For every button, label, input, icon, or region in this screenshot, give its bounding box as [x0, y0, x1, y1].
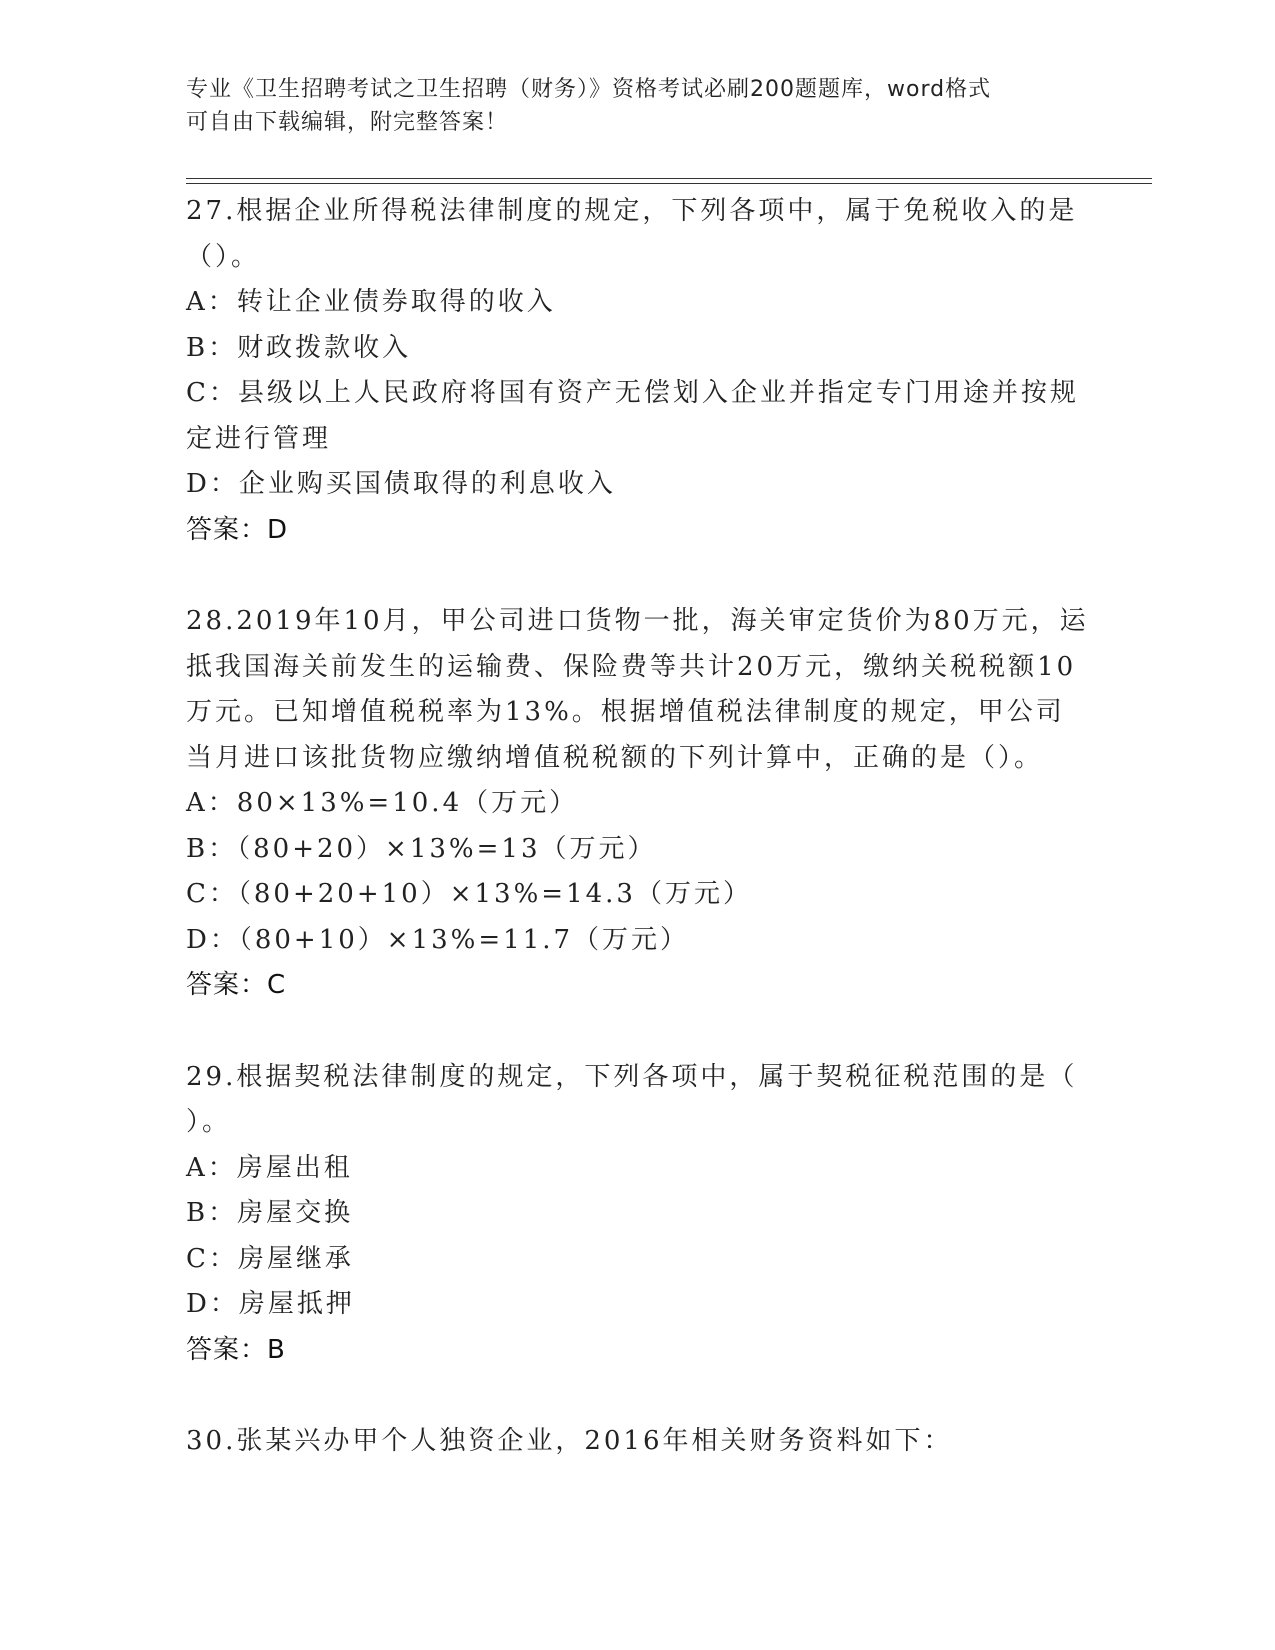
header-line-1: 专业《卫生招聘考试之卫生招聘（财务）》资格考试必刷200题题库，word格式	[186, 77, 992, 102]
question-stem-line: 抵我国海关前发生的运输费、保险费等共计20万元，缴纳关税税额10	[186, 651, 1077, 682]
question-stem-line: ）。	[186, 1107, 232, 1137]
question-27	[186, 189, 1086, 553]
option-b: B：（80+20）×13%=13（万元）	[186, 833, 657, 864]
option-d: D：企业购买国债取得的利息收入	[186, 469, 616, 499]
question-29	[186, 1055, 1086, 1374]
option-c-continued: 定进行管理	[186, 423, 332, 454]
question-stem-line: 29.根据契税法律制度的规定，下列各项中，属于契税征税范围的是（	[186, 1061, 1078, 1092]
option-a: A：房屋出租	[186, 1152, 353, 1183]
answer-label: 答案：D	[186, 514, 289, 545]
question-30	[186, 1419, 1086, 1465]
header-divider-top	[186, 178, 1152, 179]
option-a: A：转让企业债券取得的收入	[186, 287, 556, 317]
question-stem-line: 27.根据企业所得税法律制度的规定，下列各项中，属于免税收入的是	[186, 196, 1078, 226]
answer-label: 答案：B	[186, 1334, 286, 1365]
option-d: D：（80+10）×13%=11.7（万元）	[186, 924, 690, 955]
option-b: B：房屋交换	[186, 1198, 354, 1228]
question-stem-line: 28.2019年10月，甲公司进口货物一批，海关审定货价为80万元，运	[186, 606, 1089, 636]
option-c: C：房屋继承	[186, 1243, 354, 1274]
question-stem-line: 30.张某兴办甲个人独资企业，2016年相关财务资料如下：	[186, 1426, 953, 1456]
question-stem-line: 当月进口该批货物应缴纳增值税税额的下列计算中，正确的是（）。	[186, 742, 1044, 773]
option-c: C：县级以上人民政府将国有资产无偿划入企业并指定专门用途并按规	[186, 378, 1079, 408]
header-divider-bottom	[186, 183, 1152, 184]
question-stem-line: 万元。已知增值税税率为13%。根据增值税法律制度的规定，甲公司	[186, 697, 1065, 727]
option-b: B：财政拨款收入	[186, 332, 412, 363]
question-stem-line: （）。	[186, 241, 261, 272]
header-line-2: 可自由下载编辑，附完整答案！	[186, 110, 509, 135]
option-d: D：房屋抵押	[186, 1289, 355, 1319]
document-header	[186, 73, 1066, 139]
answer-label: 答案：C	[186, 970, 287, 1000]
option-c: C：（80+20+10）×13%=14.3（万元）	[186, 879, 752, 909]
question-28	[186, 599, 1089, 1009]
question-list	[186, 189, 1089, 1511]
option-a: A：80×13%=10.4（万元）	[186, 788, 579, 818]
